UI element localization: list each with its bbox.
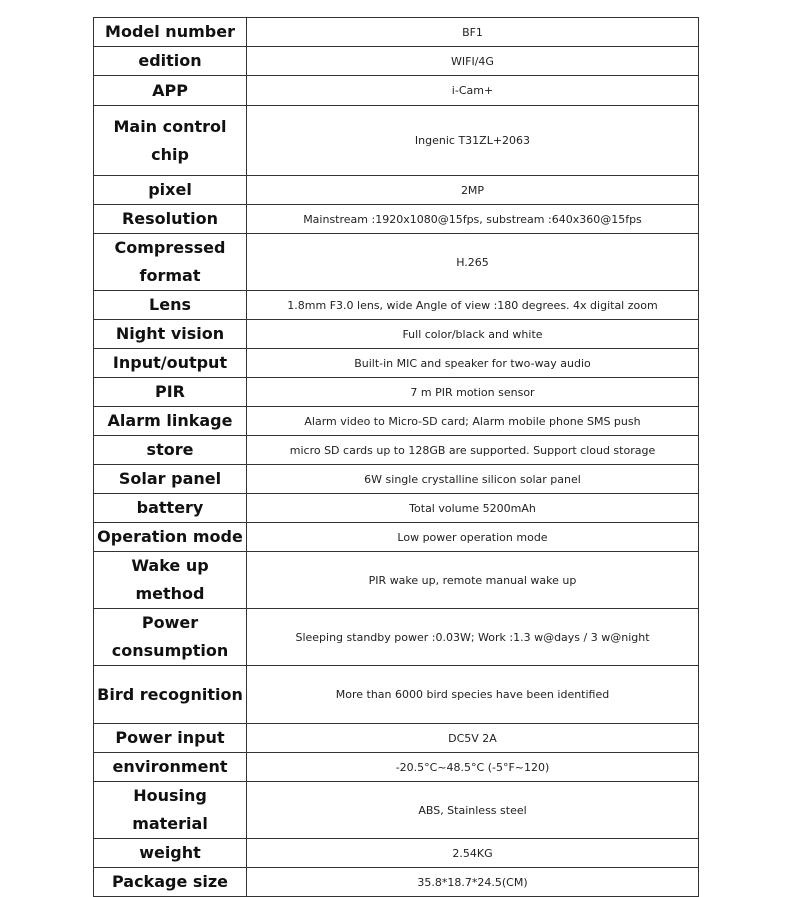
spec-label: Wake up method <box>94 552 247 609</box>
spec-row-wake-up-method <box>94 552 699 609</box>
spec-value: WIFI/4G <box>247 47 699 76</box>
spec-row-edition <box>94 47 699 76</box>
spec-value: BF1 <box>247 18 699 47</box>
spec-label: Operation mode <box>94 523 247 552</box>
spec-value: -20.5°C~48.5°C (-5°F~120) <box>247 753 699 782</box>
spec-value: Ingenic T31ZL+2063 <box>247 106 699 176</box>
spec-row-power-input <box>94 724 699 753</box>
spec-row-resolution <box>94 205 699 234</box>
spec-row-input-output <box>94 349 699 378</box>
spec-label: edition <box>94 47 247 76</box>
spec-value: 35.8*18.7*24.5(CM) <box>247 868 699 897</box>
spec-value: micro SD cards up to 128GB are supported. Support cloud storage <box>247 436 699 465</box>
spec-label: Main control chip <box>94 106 247 176</box>
spec-row-pixel <box>94 176 699 205</box>
spec-label: Resolution <box>94 205 247 234</box>
spec-label: Power input <box>94 724 247 753</box>
spec-row-app <box>94 76 699 106</box>
spec-row-solar-panel <box>94 465 699 494</box>
spec-row-store <box>94 436 699 465</box>
spec-table <box>93 17 699 897</box>
spec-label: Housing material <box>94 782 247 839</box>
spec-row-pir <box>94 378 699 407</box>
spec-row-model-number <box>94 18 699 47</box>
spec-row-compressed-format <box>94 234 699 291</box>
spec-value: 7 m PIR motion sensor <box>247 378 699 407</box>
spec-label: Input/output <box>94 349 247 378</box>
spec-value: Sleeping standby power :0.03W; Work :1.3 w@days / 3 w@night <box>247 609 699 666</box>
spec-value: Mainstream :1920x1080@15fps, substream :640x360@15fps <box>247 205 699 234</box>
spec-row-operation-mode <box>94 523 699 552</box>
spec-value: Built-in MIC and speaker for two-way audio <box>247 349 699 378</box>
spec-label: environment <box>94 753 247 782</box>
spec-row-bird-recognition <box>94 666 699 724</box>
spec-label: Solar panel <box>94 465 247 494</box>
spec-label: PIR <box>94 378 247 407</box>
spec-value: Full color/black and white <box>247 320 699 349</box>
spec-row-power-consumption <box>94 609 699 666</box>
spec-row-environment <box>94 753 699 782</box>
spec-value: 1.8mm F3.0 lens, wide Angle of view :180 degrees. 4x digital zoom <box>247 291 699 320</box>
spec-value: PIR wake up, remote manual wake up <box>247 552 699 609</box>
spec-row-main-control-chip <box>94 106 699 176</box>
spec-value: 2MP <box>247 176 699 205</box>
spec-label: Alarm linkage <box>94 407 247 436</box>
spec-row-package-size <box>94 868 699 897</box>
spec-label: Model number <box>94 18 247 47</box>
spec-label: Package size <box>94 868 247 897</box>
spec-value: Total volume 5200mAh <box>247 494 699 523</box>
spec-row-alarm-linkage <box>94 407 699 436</box>
spec-value: Alarm video to Micro-SD card; Alarm mobile phone SMS push <box>247 407 699 436</box>
spec-value: ABS, Stainless steel <box>247 782 699 839</box>
spec-label: Lens <box>94 291 247 320</box>
spec-value: i-Cam+ <box>247 76 699 106</box>
spec-value: 2.54KG <box>247 839 699 868</box>
spec-row-housing-material <box>94 782 699 839</box>
spec-value: 6W single crystalline silicon solar panel <box>247 465 699 494</box>
spec-value: DC5V 2A <box>247 724 699 753</box>
spec-row-battery <box>94 494 699 523</box>
spec-row-weight <box>94 839 699 868</box>
spec-label: battery <box>94 494 247 523</box>
spec-label: pixel <box>94 176 247 205</box>
spec-label: store <box>94 436 247 465</box>
spec-label: weight <box>94 839 247 868</box>
spec-label: APP <box>94 76 247 106</box>
spec-value: H.265 <box>247 234 699 291</box>
spec-value: More than 6000 bird species have been identified <box>247 666 699 724</box>
spec-label: Compressed format <box>94 234 247 291</box>
spec-label: Power consumption <box>94 609 247 666</box>
spec-value: Low power operation mode <box>247 523 699 552</box>
spec-label: Night vision <box>94 320 247 349</box>
spec-row-night-vision <box>94 320 699 349</box>
spec-label: Bird recognition <box>94 666 247 724</box>
spec-row-lens <box>94 291 699 320</box>
